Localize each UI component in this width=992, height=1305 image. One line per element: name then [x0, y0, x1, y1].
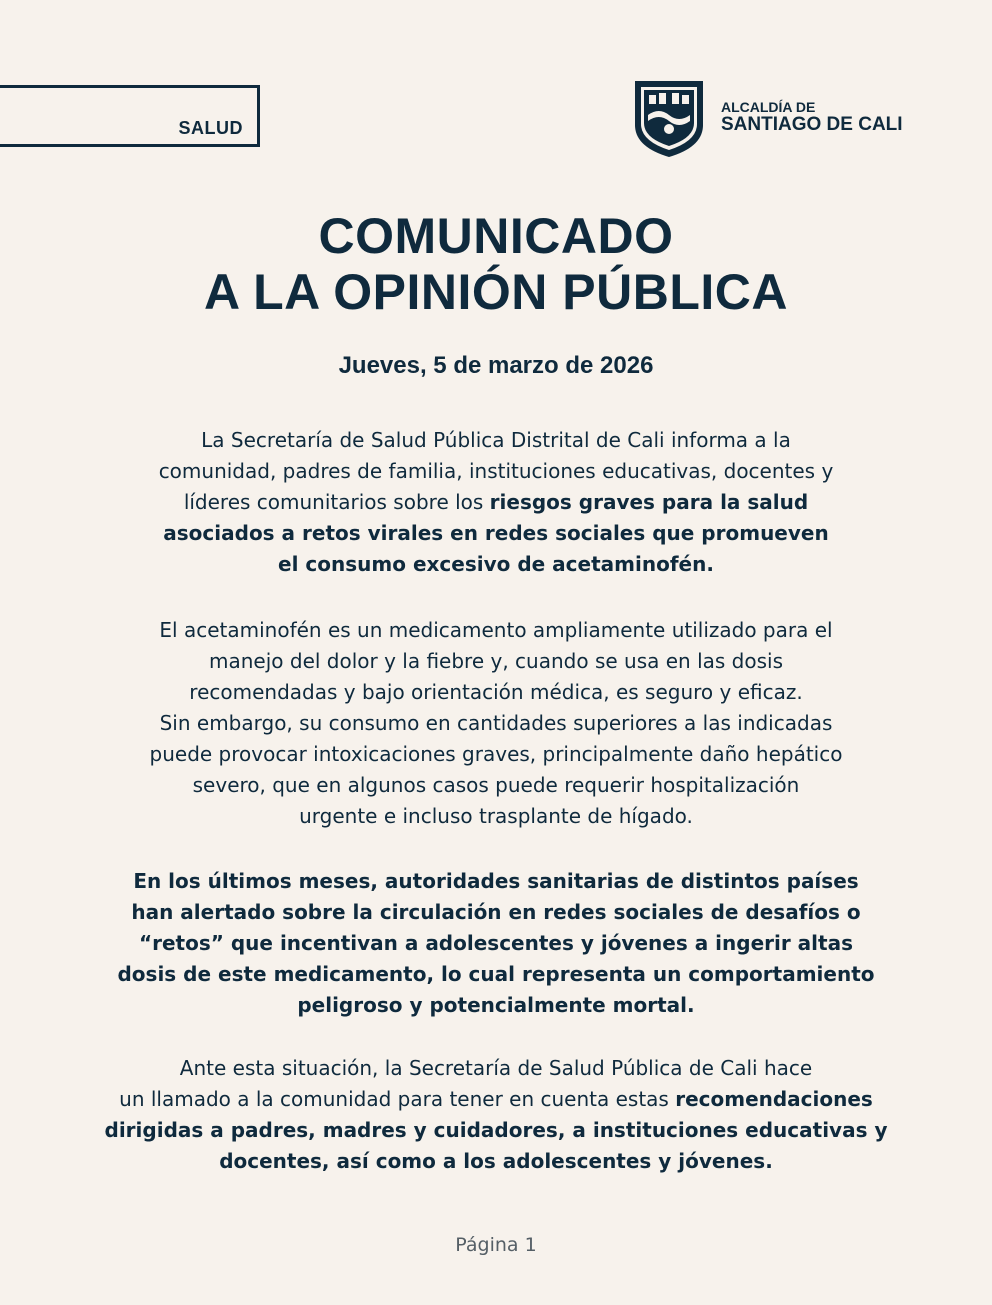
- p1-line-4: asociados a retos virales en redes sociales que promueven: [163, 521, 829, 545]
- p2-line-2: manejo del dolor y la fiebre y, cuando se usa en las dosis: [209, 649, 783, 673]
- city-seal-icon: [631, 77, 707, 159]
- p3-line-5: peligroso y potencialmente mortal.: [297, 993, 695, 1017]
- p2-line-5: puede provocar intoxicaciones graves, principalmente daño hepático: [149, 742, 843, 766]
- p2-line-4: Sin embargo, su consumo en cantidades superiores a las indicadas: [159, 711, 833, 735]
- section-label: SALUD: [178, 118, 243, 138]
- p4-line-2: [0, 1084, 992, 1115]
- logo-line-1: ALCALDÍA DE: [721, 98, 816, 115]
- p3-line-4: dosis de este medicamento, lo cual representa un comportamiento: [117, 962, 875, 986]
- p1-line-5: el consumo excesivo de acetaminofén.: [278, 552, 714, 576]
- p1-line-3: [0, 487, 992, 518]
- alcaldia-logo: [631, 77, 903, 159]
- paragraph-2: [0, 615, 992, 832]
- p1-line-1: La Secretaría de Salud Pública Distrital de Cali informa a la: [201, 428, 791, 452]
- p4-line-1: Ante esta situación, la Secretaría de Salud Pública de Cali hace: [179, 1056, 813, 1080]
- page-title: [0, 208, 992, 320]
- paragraph-1: [0, 425, 992, 580]
- p3-line-1: En los últimos meses, autoridades sanitarias de distintos países: [133, 869, 859, 893]
- document-date: Jueves, 5 de marzo de 2026: [338, 352, 654, 379]
- p2-line-1: El acetaminofén es un medicamento ampliamente utilizado para el: [159, 618, 833, 642]
- p2-line-6: severo, que en algunos casos puede requerir hospitalización: [192, 773, 800, 797]
- paragraph-3: [0, 866, 992, 1021]
- page-number: Página 1: [455, 1234, 537, 1256]
- title-line-2: A LA OPINIÓN PÚBLICA: [203, 264, 789, 320]
- p1-line-3-bold: riesgos graves para la salud: [489, 490, 809, 514]
- section-box: [0, 85, 260, 147]
- p3-line-3: “retos” que incentivan a adolescentes y jóvenes a ingerir altas: [138, 931, 853, 955]
- p3-line-2: han alertado sobre la circulación en redes sociales de desafíos o: [131, 900, 861, 924]
- p4-line-4: docentes, así como a los adolescentes y jóvenes.: [219, 1149, 773, 1173]
- p1-line-3-text: líderes comunitarios sobre los: [183, 490, 490, 514]
- paragraph-4: [0, 1053, 992, 1177]
- p4-line-3: dirigidas a padres, madres y cuidadores, a instituciones educativas y: [104, 1118, 888, 1142]
- p2-line-7: urgente e incluso trasplante de hígado.: [299, 804, 693, 828]
- p2-line-3: recomendadas y bajo orientación médica, es seguro y eficaz.: [189, 680, 803, 704]
- title-line-1: COMUNICADO: [318, 208, 674, 264]
- p1-line-2: comunidad, padres de familia, instituciones educativas, docentes y: [158, 459, 834, 483]
- p4-line-2-text: un llamado a la comunidad para tener en cuenta estas: [119, 1087, 676, 1111]
- logo-line-2: SANTIAGO DE CALI: [721, 114, 903, 136]
- p4-line-2-bold: recomendaciones: [675, 1087, 873, 1111]
